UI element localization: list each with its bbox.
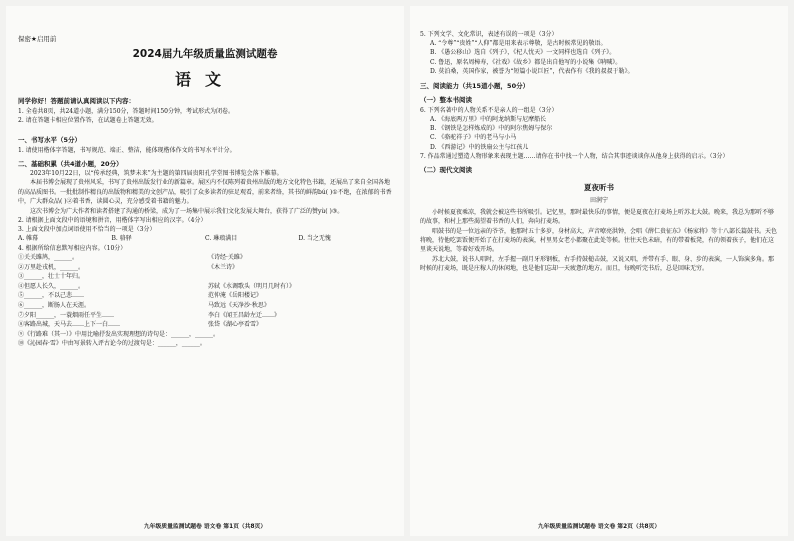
exam-page-left bbox=[6, 6, 404, 536]
question-3: 3. 上面文段中加点词语使用不恰当的一项是（3分） bbox=[18, 226, 156, 234]
poem-row: ③______，壮士十年归。 bbox=[18, 273, 85, 281]
option-d: D. 当之无愧 bbox=[298, 235, 331, 243]
question-6: 6. 下列名著中的人物关系不是亲人的一组是（3分） bbox=[420, 106, 558, 114]
poem-row: ④但愿人长久，______。 苏轼《水调歌头（明月几时有）》 bbox=[18, 282, 296, 290]
question-4-item: ⑩《沁园春·雪》中由写景转入评古论今的过渡句是：______，______。 bbox=[18, 339, 206, 347]
passage-paragraph: 本届书博会展现了贵州风采，书写了贵州出版发行业的新篇章。展区内不仅陈列着贵州出版的地方文化特色书籍，还展出了来自全国各地的高品质图书。一批批制作精良的出版物和精美的文创产品，吸引了众多读者的驻足观看，前来者络，其书的鲜韵bú( )①不绝，在浓郁的书香中，广大群众品( )②着书香，读圆心灵，充分感受着书籍的魅力。 bbox=[18, 179, 392, 206]
option-a: A. 《海底两万里》中的阿龙纳斯与尼摩船长 bbox=[430, 115, 547, 123]
option-b: B. 《愚公移山》选自《列子》，《杞人忧天》一文同样也选自《列子》。 bbox=[430, 49, 616, 57]
subsection-heading: （一）整本书阅读 bbox=[420, 96, 472, 105]
section-heading: 二、基础积累（共4道小题，20分） bbox=[18, 159, 123, 168]
essay-paragraph: 苏北大鼓，说书人唱时，左手握一副月牙形钢板，右手持鼓槌击鼓，又说又唱，并带有手、眼、身、步的表演，一人饰演多角。那时候的打麦场，既是庄稼人的休闲地，也是他们忘却一天疲惫的地方。而且，每晚听完书后，总是回味无穷。 bbox=[420, 255, 775, 273]
question-2: 2. 请根据上面文段中的语境和拼音，用楷体字写出相应的汉字。（4分） bbox=[18, 217, 207, 225]
subject-title: 语文 bbox=[174, 70, 235, 89]
section-heading: 三、阅读能力（共15道小题，50分） bbox=[420, 81, 530, 90]
poem-row: ⑦夕阳______，一蓑烟雨任平生…… 李白《闻王昌龄左迁……》 bbox=[18, 311, 281, 319]
option-d: D. 莫泊桑，英国作家，被誉为“短篇小说巨匠”，代表作有《我的叔叔于勒》。 bbox=[430, 68, 634, 76]
poem-row: ⑧客路出城，天马去……上下一白…… 张岱《湖心亭看雪》 bbox=[18, 321, 263, 329]
poem-row: ①关关雎鸠，______。 《诗经·关雎》 bbox=[18, 254, 246, 262]
passage-paragraph: 这次书博会为广大作者和读者搭建了沟通的桥梁，成为了一场集中展示我们文化发展大舞台，获得了广泛的赞yù( )③。 bbox=[30, 207, 344, 215]
notice-item: 1. 全卷共8页，共24道小题，满分150分，答题时间150分钟，考试形式为闭卷。 bbox=[18, 108, 234, 115]
essay-title: 夏夜听书 bbox=[584, 182, 614, 192]
poem-row: ⑥______，断肠人在天涯。 马致远《天净沙·秋思》 bbox=[18, 302, 270, 309]
question-5: 5. 下列文学、文化常识，表述有误的一项是（3分） bbox=[420, 31, 558, 38]
page-footer: 九年级质量监测试题卷 语文卷 第2页（共8页） bbox=[537, 524, 661, 530]
option-d: D. 《西游记》中的铁扇公主与红孩儿 bbox=[430, 143, 529, 151]
essay-paragraph: 唱鼓书的是一位远亲的爷爷，他那时五十多岁，身材高大，声音嘹亮洪钟，会唱《薛仁贵征东》《杨家将》等十八部长篇鼓书。天色将晚，待他吃罢饭便开始了在打麦场的表演，村里男女老小都聚在此处等候。往往天色未暗，有的带着板凳，有的领着孩子，他们在这里谈天说地，等着好戏开场。 bbox=[420, 227, 778, 254]
exam-title: 2024届九年级质量监测试题卷 bbox=[132, 48, 278, 60]
question-1: 1. 请使用楷体字答题，书写规范、端正、整洁，能体现楷体作文的书写水平计分。 bbox=[18, 146, 236, 154]
essay-paragraph: 小时候夏夜乘凉，我就会被这些书所吸引。记忆里，那时最快乐的事情，便是夏夜在打麦场上听苏北大鼓。晚来，我总为那听不够的故事，和村上那些渴望着书香的人们，奔向打麦场。 bbox=[420, 208, 775, 226]
exam-page-right bbox=[410, 6, 788, 536]
option-c: C. 琳琅满目 bbox=[205, 235, 238, 243]
essay-author: 田润宁 bbox=[589, 196, 608, 204]
page-footer: 九年级质量监测试题卷 语文卷 第1页（共8页） bbox=[143, 524, 267, 530]
option-b: B. 骆驿 bbox=[111, 235, 132, 243]
passage-intro: 2023年10月22日，以“传承经典，筑梦未来”为主题的第四届贵阳孔学堂图书博览会落下帷幕。 bbox=[30, 170, 283, 177]
question-3-options bbox=[18, 234, 392, 244]
option-c: C. 鲁迅，原名周樟寿，《社戏》《故乡》都是出自他写的小说集《呐喊》。 bbox=[430, 58, 622, 66]
poem-row: ②万里赴戎机，______。 《木兰诗》 bbox=[18, 263, 239, 271]
option-a: A. “令尊”“贵姓”“人仰”都是用来表示尊敬，是古时候常见的敬语。 bbox=[430, 40, 607, 47]
option-a: A. 帷幕 bbox=[18, 235, 39, 243]
confidential-mark: 保密★启用前 bbox=[18, 35, 57, 43]
subsection-heading: （二）现代文阅读 bbox=[420, 166, 472, 175]
question-4-item: ⑨《行路难（其一）》中用比喻抒发出实现理想的诗句是：______，______。 bbox=[18, 330, 220, 338]
option-c: C. 《骆驼祥子》中的老马与小马 bbox=[430, 134, 517, 142]
notice-item: 2. 请在答题卡相应位置作答，在试题卷上答题无效。 bbox=[18, 117, 158, 124]
question-7: 7. 作品常通过塑造人物形象来表现主题……请你在书中找一个人物，结合其事迹谈谈你从他身上获得的启示。（3分） bbox=[420, 153, 729, 161]
question-4: 4. 根据所给信息默写相应内容。（10分） bbox=[18, 245, 127, 253]
notice-header: 同学你好！答题前请认真阅读以下内容： bbox=[18, 97, 135, 105]
poem-row: ⑤______，不以己悲…… 范仲淹《岳阳楼记》 bbox=[18, 292, 263, 300]
section-heading: 一、书写水平（5分） bbox=[18, 136, 82, 144]
option-b: B. 《钢铁是怎样炼成的》中的阿尔焦姆与保尔 bbox=[430, 125, 553, 133]
